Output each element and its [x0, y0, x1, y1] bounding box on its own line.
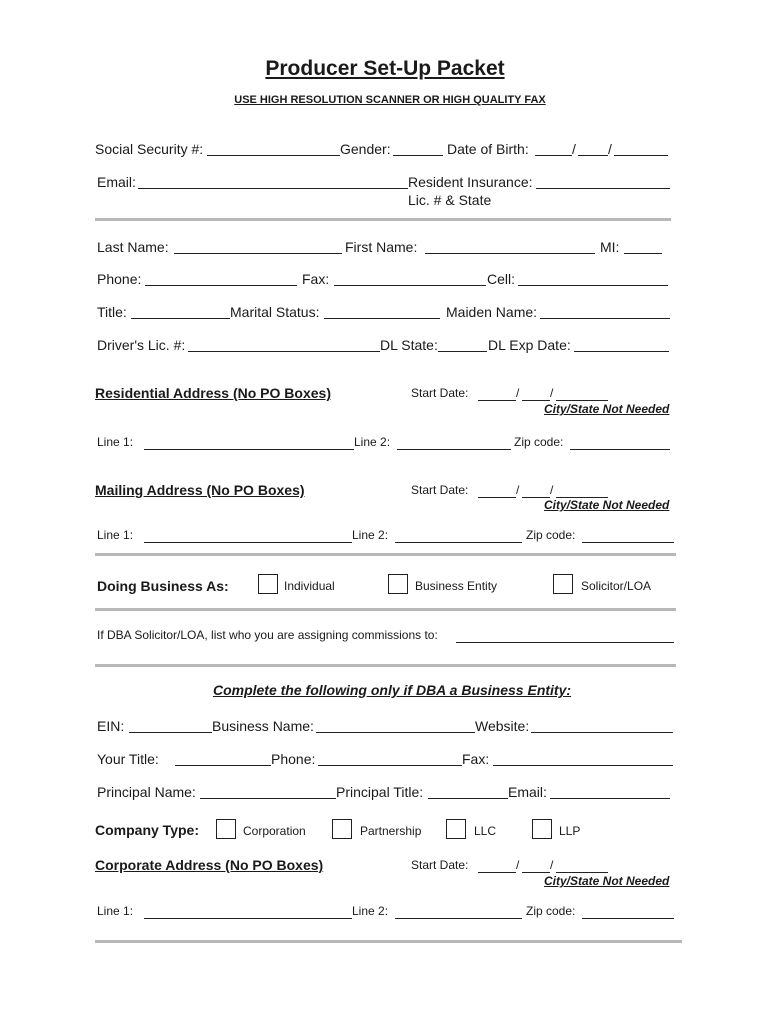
corporate-start-year-field[interactable] [556, 858, 608, 873]
first-name-label: First Name: [345, 239, 418, 255]
residential-line1-field[interactable] [144, 435, 354, 450]
residential-line1-label: Line 1: [97, 435, 134, 449]
dba-individual-label: Individual [284, 579, 335, 593]
entity-email-label: Email: [508, 784, 547, 800]
mailing-line1-label: Line 1: [97, 528, 134, 542]
corporate-note: City/State Not Needed [544, 874, 670, 888]
residential-start-month-field[interactable] [478, 386, 516, 401]
corporate-line1-field[interactable] [144, 904, 352, 919]
mailing-start-month-field[interactable] [478, 483, 516, 498]
dl-state-label: DL State: [380, 337, 438, 353]
ein-label: EIN: [97, 718, 125, 734]
corporate-line2-label: Line 2: [352, 904, 389, 918]
corporate-slash-1: / [516, 858, 520, 872]
divider [95, 553, 676, 556]
dba-label: Doing Business As: [97, 578, 229, 594]
mailing-line1-field[interactable] [144, 528, 352, 543]
title-label: Title: [97, 304, 127, 320]
divider [95, 940, 682, 943]
mailing-start-day-field[interactable] [522, 483, 550, 498]
corporate-slash-2: / [550, 858, 554, 872]
mailing-address-heading: Mailing Address (No PO Boxes) [95, 482, 305, 498]
residential-line2-field[interactable] [397, 435, 511, 450]
cell-field[interactable] [518, 271, 668, 286]
residential-line2-label: Line 2: [354, 435, 391, 449]
residential-address-heading: Residential Address (No PO Boxes) [95, 385, 331, 401]
residential-start-year-field[interactable] [556, 386, 608, 401]
dl-state-field[interactable] [438, 337, 487, 352]
dba-assign-label: If DBA Solicitor/LOA, list who you are assigning commissions to: [97, 628, 438, 642]
divider [95, 664, 676, 667]
website-label: Website: [475, 718, 530, 734]
last-name-field[interactable] [174, 239, 342, 254]
resident-insurance-label: Resident Insurance: [408, 174, 533, 190]
principal-title-field[interactable] [428, 784, 508, 799]
your-title-field[interactable] [175, 751, 271, 766]
website-field[interactable] [531, 718, 673, 733]
maiden-name-field[interactable] [540, 304, 670, 319]
residential-zip-field[interactable] [570, 435, 670, 450]
partnership-label: Partnership [360, 824, 422, 838]
corporate-start-month-field[interactable] [478, 858, 516, 873]
business-entity-heading: Complete the following only if DBA a Business Entity: [212, 682, 572, 698]
principal-name-label: Principal Name: [97, 784, 196, 800]
corporate-start-day-field[interactable] [522, 858, 550, 873]
corporate-zip-label: Zip code: [526, 904, 576, 918]
mailing-line2-field[interactable] [395, 528, 522, 543]
entity-phone-field[interactable] [318, 751, 462, 766]
cell-label: Cell: [487, 271, 516, 287]
residential-start-date-label: Start Date: [411, 386, 469, 400]
corporate-address-heading: Corporate Address (No PO Boxes) [95, 857, 324, 873]
dba-business-entity-label: Business Entity [415, 579, 498, 593]
partnership-checkbox[interactable] [332, 819, 352, 839]
residential-slash-1: / [516, 386, 520, 400]
principal-name-field[interactable] [200, 784, 336, 799]
last-name-label: Last Name: [97, 239, 169, 255]
principal-title-label: Principal Title: [336, 784, 424, 800]
mailing-slash-1: / [516, 483, 520, 497]
ein-field[interactable] [129, 718, 212, 733]
divider [95, 608, 676, 611]
your-title-label: Your Title: [97, 751, 159, 767]
entity-fax-field[interactable] [493, 751, 673, 766]
ssn-field[interactable] [207, 141, 340, 156]
corporate-start-date-label: Start Date: [411, 858, 469, 872]
mailing-start-date-label: Start Date: [411, 483, 469, 497]
email-label: Email: [97, 174, 136, 190]
page-title: Producer Set-Up Packet [265, 57, 505, 80]
dl-exp-date-field[interactable] [574, 337, 669, 352]
llc-checkbox[interactable] [446, 819, 466, 839]
dba-solicitor-loa-checkbox[interactable] [553, 574, 573, 594]
company-type-label: Company Type: [95, 822, 199, 838]
dob-month-field[interactable] [535, 141, 572, 156]
business-name-label: Business Name: [212, 718, 314, 734]
dob-slash-2: / [608, 141, 612, 157]
fax-label: Fax: [302, 271, 330, 287]
dob-label: Date of Birth: [447, 141, 529, 157]
mi-field[interactable] [624, 239, 662, 254]
entity-fax-label: Fax: [462, 751, 490, 767]
mailing-slash-2: / [550, 483, 554, 497]
dba-individual-checkbox[interactable] [258, 574, 278, 594]
llp-label: LLP [559, 824, 581, 838]
corporate-line2-field[interactable] [395, 904, 522, 919]
residential-zip-label: Zip code: [514, 435, 564, 449]
entity-phone-label: Phone: [271, 751, 316, 767]
fax-field[interactable] [334, 271, 486, 286]
page-subtitle: USE HIGH RESOLUTION SCANNER OR HIGH QUALITY FAX [234, 94, 546, 106]
gender-label: Gender: [340, 141, 391, 157]
ssn-label: Social Security #: [95, 141, 204, 157]
entity-email-field[interactable] [550, 784, 670, 799]
dba-solicitor-loa-label: Solicitor/LOA [581, 579, 652, 593]
phone-field[interactable] [145, 271, 297, 286]
mailing-zip-label: Zip code: [526, 528, 576, 542]
resident-insurance-field[interactable] [536, 174, 670, 189]
mailing-note: City/State Not Needed [544, 498, 670, 512]
drivers-license-label: Driver's Lic. #: [97, 337, 186, 353]
dob-slash-1: / [572, 141, 576, 157]
residential-slash-2: / [550, 386, 554, 400]
dba-assign-field[interactable] [456, 628, 674, 643]
first-name-field[interactable] [425, 239, 595, 254]
dl-exp-date-label: DL Exp Date: [488, 337, 571, 353]
llp-checkbox[interactable] [532, 819, 552, 839]
mailing-zip-field[interactable] [582, 528, 674, 543]
marital-status-label: Marital Status: [230, 304, 320, 320]
phone-label: Phone: [97, 271, 142, 287]
divider [95, 218, 671, 221]
marital-status-field[interactable] [324, 304, 440, 319]
mailing-start-year-field[interactable] [556, 483, 608, 498]
gender-field[interactable] [393, 141, 443, 156]
dba-business-entity-checkbox[interactable] [388, 574, 408, 594]
drivers-license-field[interactable] [188, 337, 380, 352]
mailing-line2-label: Line 2: [352, 528, 389, 542]
residential-start-day-field[interactable] [522, 386, 550, 401]
dob-day-field[interactable] [578, 141, 608, 156]
residential-note: City/State Not Needed [544, 402, 670, 416]
mi-label: MI: [600, 239, 620, 255]
corporate-line1-label: Line 1: [97, 904, 134, 918]
llc-label: LLC [474, 824, 497, 838]
corporation-checkbox[interactable] [216, 819, 236, 839]
business-name-field[interactable] [316, 718, 475, 733]
title-field[interactable] [131, 304, 230, 319]
email-field[interactable] [138, 174, 408, 189]
dob-year-field[interactable] [614, 141, 668, 156]
corporate-zip-field[interactable] [582, 904, 674, 919]
maiden-name-label: Maiden Name: [446, 304, 538, 320]
corporation-label: Corporation [243, 824, 306, 838]
resident-insurance-sublabel: Lic. # & State [408, 192, 492, 208]
